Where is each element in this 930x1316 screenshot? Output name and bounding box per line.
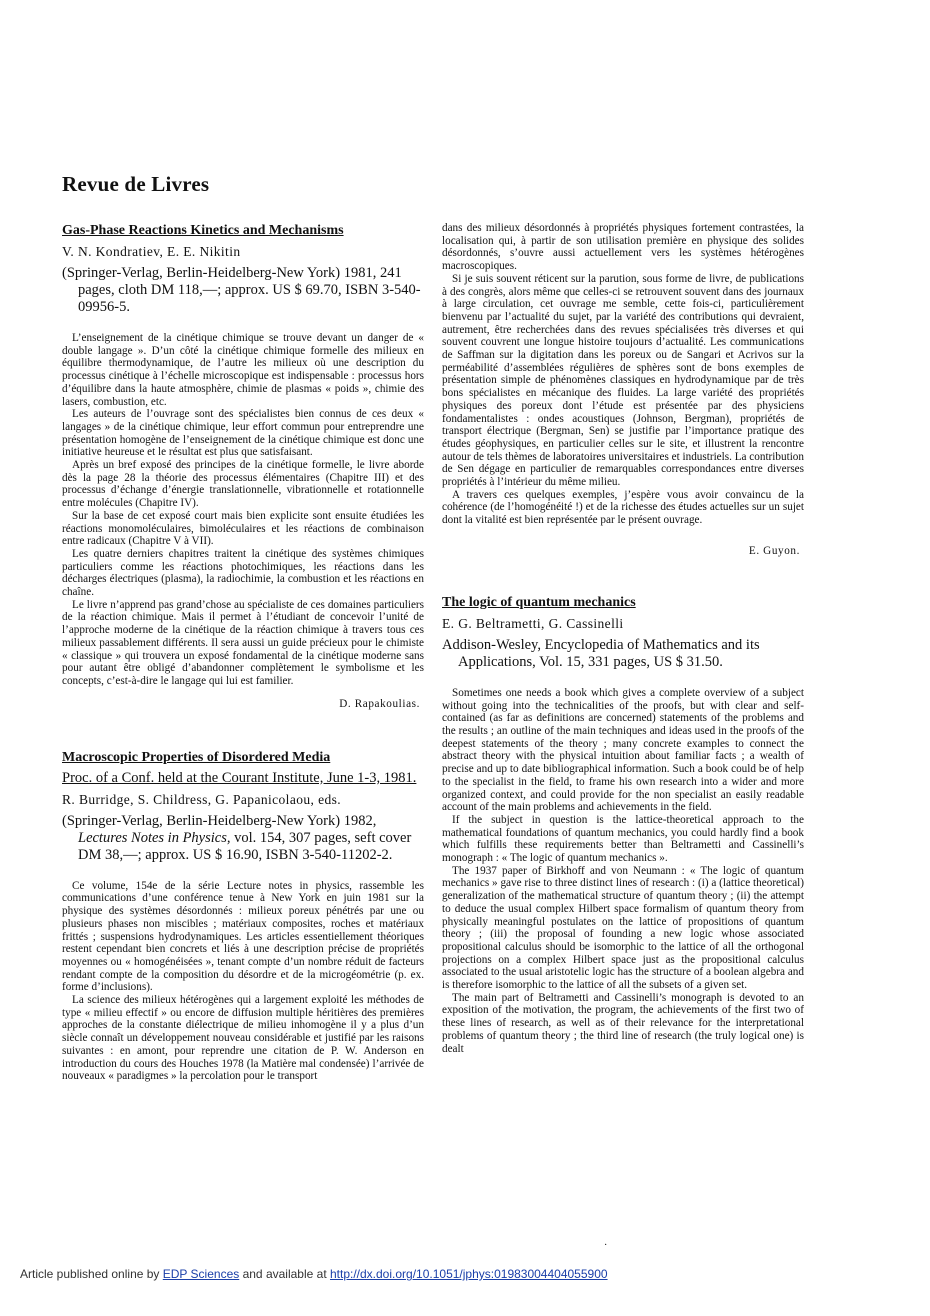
page-title: Revue de Livres: [62, 172, 210, 197]
paragraph: The main part of Beltrametti and Cassinelli’s monograph is devoted to an exposition of the motivation, the program, the achievements of the first two of these lines of research, as well as of their relevance for the interpretational problems of quantum theory ; the third line of research (the truly logical one) is dealt: [442, 991, 804, 1055]
footer: [20, 1267, 608, 1281]
publication-text: (Springer-Verlag, Berlin-Heidelberg-New York) 1982,: [62, 812, 377, 829]
right-column: [442, 222, 804, 1055]
left-column: [62, 222, 424, 1083]
paragraph: Sometimes one needs a book which gives a complete overview of a subject without going into the technicalities of the proofs, but with clear and self-contained (as far as definitions are concerned) statements of the problems and the results ; an outline of the main techniques and ideas used in the proofs of the deepest statements of the theory ; many concrete examples to connect the abstract theory with the physical intuition about familiar facts ; a wealth of precise and up to date bibliographical information. Such a book could be of help to the specialist in the field, to frame his own research into a wider and more organized context, and could provide for the non specialist an easily readable account of the main problems and achievements in the field.: [442, 686, 804, 814]
review-title: Macroscopic Properties of Disordered Media: [62, 749, 331, 765]
review-title: The logic of quantum mechanics: [442, 594, 636, 610]
paragraph: Le livre n’apprend pas grand’chose au spécialiste de ces domaines particuliers de la réaction chimique. Mais il permet à l’étudiant de concevoir l’unité de l’approche moderne de la cinétique de la réaction chimique à travers tous ces milieux passablement différents. Il sera aussi un guide précieux pour le chimiste « classique » qui trouvera un exposé fondamental de la cinétique moderne sans pour autant être obligé d’abandonner complètement le symbolisme et les concepts, c’est-à-dire le langage qui lui est familier.: [62, 598, 424, 687]
review-publication-info: [62, 813, 424, 864]
review-signature: E. Guyon.: [748, 544, 800, 557]
review-signature: D. Rapakoulias.: [339, 697, 420, 710]
review-gas-phase: [62, 222, 424, 711]
review-conference-info: Proc. of a Conf. held at the Courant Institute, June 1-3, 1981.: [62, 769, 417, 786]
paragraph: Sur la base de cet exposé court mais bien explicite sont ensuite étudiées les réactions monomoléculaires, bimoléculaires et les réactions de combinaison entre radicaux (Chapitre V à VII).: [62, 509, 424, 548]
review-body-continued: [442, 222, 804, 527]
paragraph: Après un bref exposé des principes de la cinétique formelle, le livre aborde dès la page 28 la théorie des processus élémentaires (Chapitre III) et des processus d’échange d’énergie translationnelle, vibrationnelle et rotationnelle entre molécules (Chapitre IV).: [62, 459, 424, 510]
review-authors: V. N. Kondratiev, E. E. Nikitin: [62, 244, 241, 259]
review-publication-info: Addison-Wesley, Encyclopedia of Mathematics and its Applications, Vol. 15, 331 pages, US $ 31.50.: [442, 636, 760, 670]
review-body: [62, 880, 424, 1083]
publication-text: vol. 154, 307 pages, seft cover DM 38,—; approx. US $ 16.90, ISBN 3-540-11202-2.: [78, 829, 412, 863]
review-body: [442, 687, 804, 1055]
paragraph: Les auteurs de l’ouvrage sont des spécialistes bien connus de ces deux « langages » de la cinétique chimique, leur effort commun pour entreprendre une présentation homogène de l’enseignement de la cinétique chimique est donc une initiative heureuse et le résultat est plus que satisfaisant.: [62, 408, 424, 459]
footer-text: Article published online by: [20, 1267, 163, 1281]
paragraph: Les quatre derniers chapitres traitent la cinétique des systèmes chimiques particuliers comme les réactions photochimiques, les réactions dans les décharges électriques (plasma), la radiochimie, la combustion et les réactions en chaîne.: [62, 547, 424, 599]
review-authors: R. Burridge, S. Childress, G. Papanicolaou, eds.: [62, 791, 342, 807]
series-name: Lectures Notes in Physics,: [78, 829, 231, 846]
review-quantum-logic: [442, 594, 804, 1055]
footer-text: and available at: [239, 1267, 330, 1281]
paragraph: If the subject in question is the lattice-theoretical approach to the mathematical foundations of quantum mechanics, you could hardly find a book which fulfills these requirements better than Beltrametti and Cassinelli’s monograph : « The logic of quantum mechanics ».: [442, 813, 804, 865]
review-title: Gas-Phase Reactions Kinetics and Mechanisms: [62, 223, 344, 238]
review-authors: E. G. Beltrametti, G. Cassinelli: [442, 615, 624, 631]
review-body: [62, 332, 424, 688]
paragraph: dans des milieux désordonnés à propriétés physiques fortement contrastées, la localisation qui, à partir de son utilisation première en physique des solides désordonnés, s’ouvre aussi actuellement vers les systèmes hétérogènes macroscopiques.: [442, 222, 804, 273]
publisher-link[interactable]: EDP Sciences: [162, 1267, 240, 1281]
page-mark: ·: [604, 1240, 608, 1251]
paragraph: L’enseignement de la cinétique chimique se trouve devant un danger de « double langage ». D’un côté la cinétique chimique formelle des milieux en équilibre thermodynamique, de l’autre les milieux où une description du processus cinétique à l’échelle microscopique est indispensable : processus hors d’équilibre dans la haute atmosphère, chimie de plasmas « poids », chimie des lasers, combustion, etc.: [62, 332, 424, 408]
paragraph: La science des milieux hétérogènes qui a largement exploité les méthodes de type « milieu effectif » ou encore de diffusion multiple héritières des premières approches de la constante diélectrique de milieu inhomogène il y a plus d’un siècle connaît un développement nouveau considérable et justifié par les raisons suivantes : en amont, pour reprendre une citation de P. W. Anderson en introduction du cours des Houches 1978 (la Matière mal condensée) l’arrivée de nouveaux « paradigmes » la percolation pour le transport: [62, 994, 424, 1083]
review-publication-info: (Springer-Verlag, Berlin-Heidelberg-New York) 1981, 241 pages, cloth DM 118,—; approx. US $ 69.70, ISBN 3-540-09956-5.: [62, 265, 421, 315]
paragraph: Si je suis souvent réticent sur la parution, sous forme de livre, de publications à des congrès, alors même que celles-ci se retrouvent souvent dans des journaux à large circulation, cet ouvrage me semble, cette fois-ci, particulièrement bienvenu par l’actualité du sujet, par la variété des contributions qui devraient, autrement, être recherchées dans des revues spécialisées très diverses et qui souvent couvrent une longue histoire toujours d’actualité. Les communications de Saffman sur la digitation dans les poreux ou de Sangari et Acrivos sur la perméabilité d’assemblées régulières de sphères sont de bons exemples de présentation simple de phénomènes classiques en hydrodynamique par de très bons spécialistes en mécanique des fluides. La large variété des propriétés physiques des poreux dont l’étude est présentée par des physiciens fondamentalistes : ondes acoustiques (Johnson, Bergman), propriétés de transport électrique (Bergman, Sen) se justifie par l’importance pratique des études géophysiques, en particulier celles sur le site, et illustrent la rencontre autour de tels thèmes de laboratoires universitaires et industriels. La contribution de Sen dégage en particulier de remarquables correspondances entre diverses propriétés à l’intérieur du même milieu.: [442, 272, 804, 489]
paragraph: Ce volume, 154e de la série Lecture notes in physics, rassemble les communications d’une conférence tenue à New York en juin 1981 sur la physique des systèmes désordonnés : milieux poreux pénétrés par une ou plusieurs phases non miscibles ; matériaux composites, roches et matériaux frittés ; suspensions hydrodynamiques. Les articles essentiellement théoriques restent cependant bien concrets et liés à une description précise de propriétés moyennes ou « homogénéisées », tenant compte d’un nombre réduit de facteurs rendant compte de la composition du désordre et de la microgéométrie (p. ex. forme d’inclusions).: [62, 879, 424, 994]
doi-link[interactable]: http://dx.doi.org/10.1051/jphys:01983004404055900: [329, 1267, 608, 1281]
paragraph: A travers ces quelques exemples, j’espère vous avoir convaincu de la cohérence (de l’homogénéité !) et de la richesse des études actuelles sur un sujet dont la vitalité est bien représentée par le présent ouvrage.: [442, 488, 804, 527]
paragraph: The 1937 paper of Birkhoff and von Neumann : « The logic of quantum mechanics » gave rise to three distinct lines of research : (i) a (lattice theoretical) generalization of the mathematical structure of quantum theory ; (ii) the attempt to deduce the usual complex Hilbert space formalism of quantum theory from physically meaningful postulates on the lattice of propositions of quantum theory ; (iii) the proposal of founding a new logic whose associated propositional calculus should be isomorphic to the lattice of all the orthogonal projections on a complex Hilbert space just as the propositional calculus associated to the usual aristotelic logic has the structure of a boolean algebra and is therefore isomorphic to the lattice of all the subsets of a given set.: [442, 864, 804, 992]
review-disordered-media: [62, 749, 424, 1083]
